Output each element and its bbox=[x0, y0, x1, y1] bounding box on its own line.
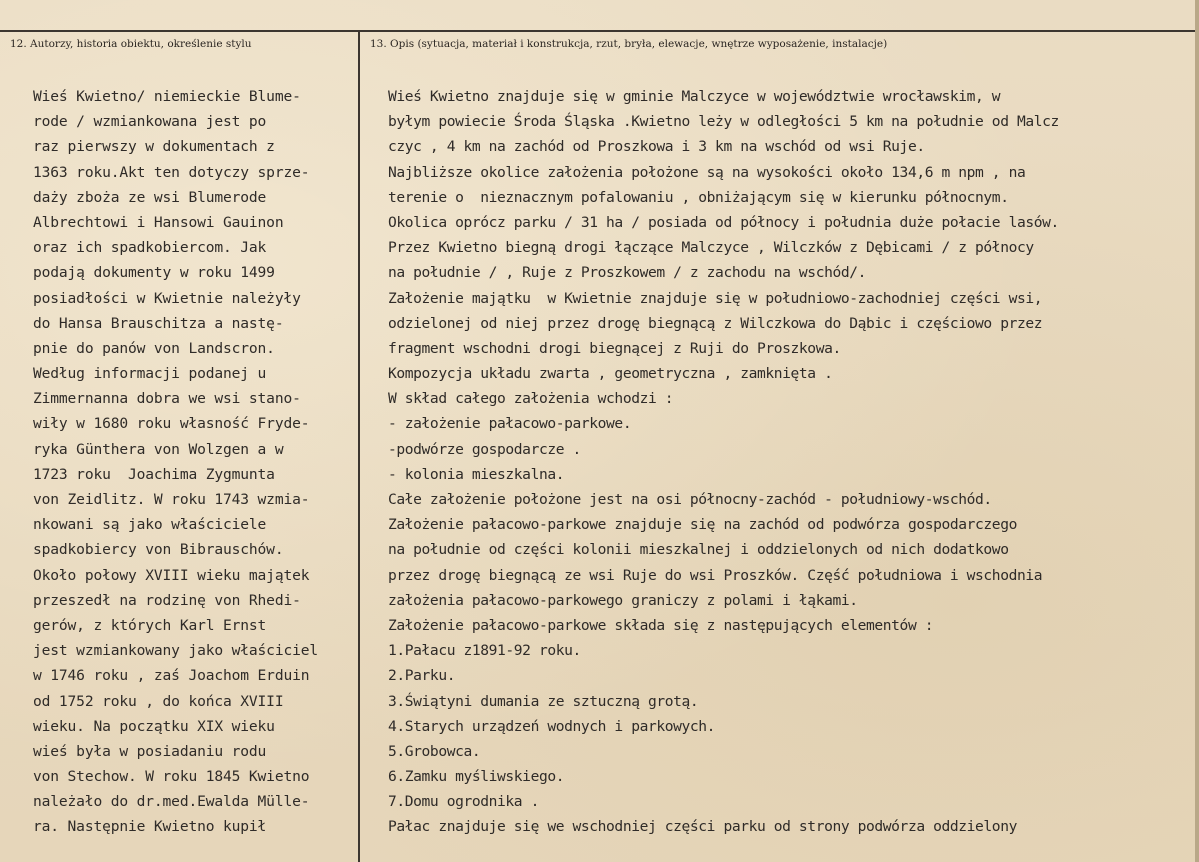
description-text-line: Całe założenie położone jest na osi północny-zachód - południowy-wschód. bbox=[388, 491, 992, 508]
description-text-line: 4.Starych urządzeń wodnych i parkowych. bbox=[388, 717, 716, 735]
history-text-line: do Hansa Brauschitza a nastę- bbox=[33, 314, 284, 332]
description-text-line: 2.Parku. bbox=[388, 667, 456, 685]
description-text-line: na południe od części kolonii mieszkalnej i oddzielonych od nich dodatkowo bbox=[388, 541, 1009, 559]
description-text-line: Założenie majątku w Kwietnie znajduje się w południowo-zachodniej części wsi, bbox=[388, 289, 1043, 307]
history-column bbox=[33, 84, 355, 840]
history-text-line: 1363 roku.Akt ten dotyczy sprze- bbox=[33, 163, 310, 181]
history-text-line: rode / wzmiankowana jest po bbox=[33, 113, 267, 131]
description-text-line: Najbliższe okolice założenia położone są na wysokości około 134,6 m npm , na bbox=[388, 163, 1026, 181]
history-text-line: raz pierwszy w dokumentach z bbox=[33, 138, 275, 156]
description-text-line: terenie o nieznacznym pofalowaniu , obniżającym się w kierunku północnym. bbox=[388, 188, 1009, 206]
history-text-line: podają dokumenty w roku 1499 bbox=[33, 264, 275, 282]
history-text-line: należało do dr.med.Ewalda Mülle- bbox=[33, 793, 310, 811]
history-text-line: Wieś Kwietno/ niemieckie Blume- bbox=[33, 88, 301, 105]
history-text-line: ra. Następnie Kwietno kupił bbox=[33, 818, 267, 836]
description-text-line: Okolica oprócz parku / 31 ha / posiada od północy i południa duże połacie lasów. bbox=[388, 213, 1059, 231]
history-text-line: wiły w 1680 roku własność Fryde- bbox=[33, 415, 310, 433]
history-text-line: gerów, z których Karl Ernst bbox=[33, 616, 267, 634]
description-text-line: Wieś Kwietno znajduje się w gminie Malczyce w województwie wrocławskim, w bbox=[388, 88, 1001, 105]
history-text-line: Około połowy XVIII wieku majątek bbox=[33, 566, 310, 584]
description-text-line: 5.Grobowca. bbox=[388, 742, 481, 760]
history-text-line: jest wzmiankowany jako właściciel bbox=[33, 642, 318, 660]
description-text-line: czyc , 4 km na zachód od Proszkowa i 3 km na wschód od wsi Ruje. bbox=[388, 138, 925, 156]
history-text-line: spadkobiercy von Bibrauschów. bbox=[33, 541, 284, 559]
history-text-line: Albrechtowi i Hansowi Gauinon bbox=[33, 213, 284, 231]
description-text-line: 1.Pałacu z1891-92 roku. bbox=[388, 642, 581, 660]
description-text-line: -podwórze gospodarcze . bbox=[388, 440, 581, 458]
description-text-line: Założenie pałacowo-parkowe składa się z następujących elementów : bbox=[388, 616, 934, 634]
history-text-line: von Zeidlitz. W roku 1743 wzmia- bbox=[33, 491, 310, 508]
history-text-line: pnie do panów von Landscron. bbox=[33, 339, 275, 357]
header-rule bbox=[0, 30, 1199, 32]
column-divider bbox=[358, 30, 360, 862]
history-text-line: daży zboża ze wsi Blumerode bbox=[33, 188, 267, 206]
history-text-line: w 1746 roku , zaś Joachom Erduin bbox=[33, 667, 310, 685]
description-text-line: 7.Domu ogrodnika . bbox=[388, 793, 539, 811]
description-text-line: byłym powiecie Środa Śląska .Kwietno leży w odległości 5 km na południe od Malcz bbox=[388, 113, 1059, 131]
history-text-line: Według informacji podanej u bbox=[33, 365, 267, 383]
description-text-line: - założenie pałacowo-parkowe. bbox=[388, 415, 632, 433]
history-text-line: nkowani są jako właściciele bbox=[33, 516, 267, 534]
description-text-line: 3.Świątyni dumania ze sztuczną grotą. bbox=[388, 692, 699, 710]
history-text-line: wieku. Na początku XIX wieku bbox=[33, 717, 275, 735]
history-text-line: przeszedł na rodzinę von Rhedi- bbox=[33, 591, 301, 609]
description-text-line: Pałac znajduje się we wschodniej części parku od strony podwórza oddzielony bbox=[388, 818, 1017, 836]
description-text-line: odzielonej od niej przez drogę biegnącą z Wilczkowa do Dąbic i częściowo przez bbox=[388, 314, 1043, 332]
description-text-line: Założenie pałacowo-parkowe znajduje się na zachód od podwórza gospodarczego bbox=[388, 516, 1017, 534]
history-text-line: ryka Günthera von Wolzgen a w bbox=[33, 440, 284, 458]
description-text-line: na południe / , Ruje z Proszkowem / z zachodu na wschód/. bbox=[388, 264, 867, 282]
description-column bbox=[388, 84, 1196, 840]
description-text-line: W skład całego założenia wchodzi : bbox=[388, 390, 674, 408]
section-12-header: 12. Autorzy, historia obiektu, określenie stylu bbox=[10, 38, 252, 50]
description-text-line: założenia pałacowo-parkowego graniczy z polami i łąkami. bbox=[388, 591, 858, 609]
description-text-line: - kolonia mieszkalna. bbox=[388, 465, 565, 483]
description-text-line: 6.Zamku myśliwskiego. bbox=[388, 768, 565, 786]
history-text-line: Zimmernanna dobra we wsi stano- bbox=[33, 390, 301, 408]
description-text-line: przez drogę biegnącą ze wsi Ruje do wsi Proszków. Część południowa i wschodnia bbox=[388, 566, 1043, 584]
history-text-line: 1723 roku Joachima Zygmunta bbox=[33, 465, 275, 483]
history-text-line: wieś była w posiadaniu rodu bbox=[33, 742, 267, 760]
section-13-header: 13. Opis (sytuacja, materiał i konstrukcja, rzut, bryła, elewacje, wnętrze wyposażenie, instalacje) bbox=[370, 38, 888, 50]
history-text-line: oraz ich spadkobiercom. Jak bbox=[33, 239, 267, 257]
history-text-line: od 1752 roku , do końca XVIII bbox=[33, 692, 284, 710]
history-text-line: posiadłości w Kwietnie należyły bbox=[33, 289, 301, 307]
description-text-line: Przez Kwietno biegną drogi łączące Malczyce , Wilczków z Dębicami / z północy bbox=[388, 239, 1034, 257]
description-text-line: fragment wschodni drogi biegnącej z Ruji do Proszkowa. bbox=[388, 339, 841, 357]
description-text-line: Kompozycja układu zwarta , geometryczna , zamknięta . bbox=[388, 365, 833, 383]
history-text-line: von Stechow. W roku 1845 Kwietno bbox=[33, 768, 310, 786]
